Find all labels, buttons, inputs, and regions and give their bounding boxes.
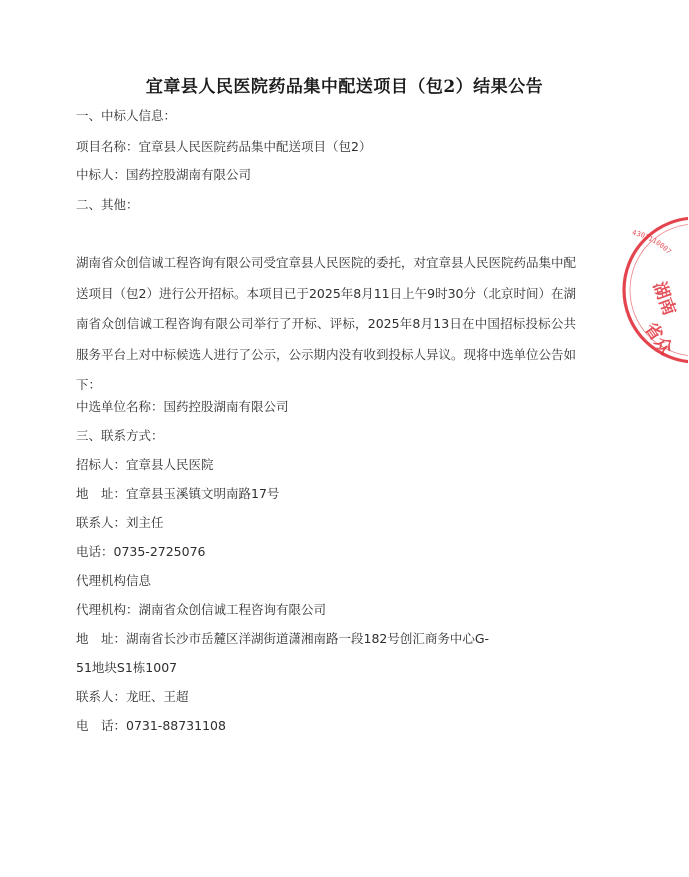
winner-line: 中标人：国药控股湖南有限公司 [76,167,252,182]
official-seal-stamp [618,214,688,364]
tenderer-contact-line: 联系人：刘主任 [76,515,164,530]
svg-text:省众: 省众 [640,319,677,359]
agency-address-line-2: 51地块S1栋1007 [76,660,178,675]
agency-phone-line: 电 话：0731-88731108 [76,718,226,733]
svg-text:湖南: 湖南 [648,279,679,319]
agency-line: 代理机构：湖南省众创信诚工程咨询有限公司 [76,602,327,617]
page-title: 宜章县人民医院药品集中配送项目（包2）结果公告 [145,77,544,97]
tenderer-address-line: 地 址：宜章县玉溪镇文明南路17号 [76,486,280,501]
agency-contact-line: 联系人：龙旺、王超 [76,689,189,704]
project-name-line: 项目名称：宜章县人民医院药品集中配送项目（包2） [76,139,372,154]
section-heading-winner-info: 一、中标人信息： [76,108,177,123]
agency-address-line-1: 地 址：湖南省长沙市岳麓区洋湖街道潇湘南路一段182号创汇商务中心G- [76,631,490,646]
agency-heading: 代理机构信息 [76,573,152,588]
svg-text:4301110007: 4301110007 [631,228,673,256]
section-heading-contact: 三、联系方式： [76,428,164,443]
section-heading-other: 二、其他： [76,197,139,212]
tenderer-phone-line: 电话：0735-2725076 [76,544,206,559]
selected-unit-line: 中选单位名称：国药控股湖南有限公司 [76,399,289,414]
announcement-paragraph: 湖南省众创信诚工程咨询有限公司受宜章县人民医院的委托，对宜章县人民医院药品集中配送项目（包2）进行公开招标。本项目已于2025年8月11日上午9时30分（北京时间）在湖南省众创信诚工程咨询有限公司举行了开标、评标，2025年8月13日在中国招标投标公共服务平台上对中标候选人进行了公示，公示期内没有收到投标人异议。现将中选单位公告如下： [76,255,577,392]
tenderer-line: 招标人：宜章县人民医院 [76,457,214,472]
